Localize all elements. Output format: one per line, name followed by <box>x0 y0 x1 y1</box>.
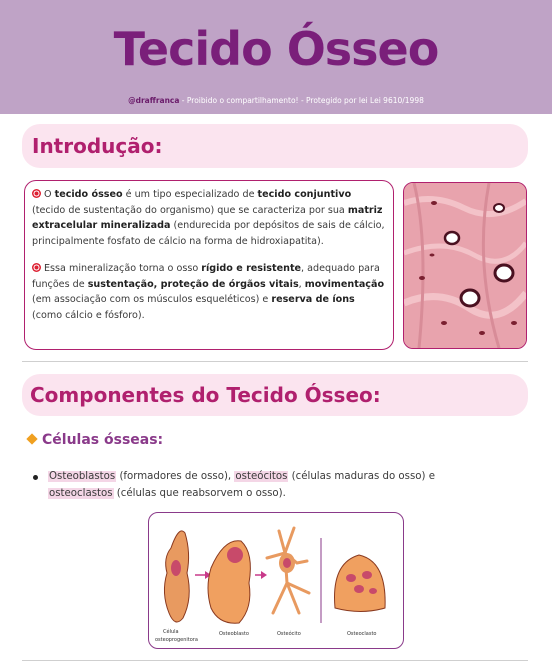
copyright-notice <box>0 96 552 105</box>
page-header <box>0 0 552 114</box>
label-osteoclast: Osteoclasto <box>347 631 377 637</box>
section-divider <box>22 361 528 362</box>
cells-description: Osteoblastos (formadores de osso), osteócitos (células maduras do osso) e osteoclastos (células que reabsorvem o osso). <box>49 471 435 499</box>
intro-heading: Introdução: <box>32 134 163 158</box>
cells-subheading: Células ósseas: <box>28 432 163 448</box>
bone-cells-illustration <box>148 512 404 649</box>
label-osteoprogenitor: Célula <box>163 629 179 635</box>
intro-paragraph-1: O tecido ósseo é um tipo especializado de tecido conjuntivo (tecido de sustentação do organismo) que se caracteriza por sua matriz extracelular mineralizada (endurecida por depósitos de sais de cálcio, principalmente fosfato de cálcio na forma de hidroxiapatita). <box>32 189 385 247</box>
author-handle: @draffranca <box>128 96 180 105</box>
target-icon <box>32 189 41 198</box>
intro-text-box <box>24 180 394 350</box>
label-osteoprogenitor-2: osteoprogenitora <box>155 637 198 643</box>
copyright-text: - Proibido o compartilhamento! - Protegido por lei Lei 9610/1998 <box>179 96 424 105</box>
bone-micrograph-image <box>403 182 527 349</box>
intro-paragraph-2: Essa mineralização torna o osso rígido e resistente, adequado para funções de sustentação, proteção de órgãos vitais, movimentação (em associação com os músculos esqueléticos) e reserva de íons (como cálcio e fósforo). <box>32 263 385 321</box>
bullet-icon <box>33 475 38 480</box>
target-icon <box>32 263 41 272</box>
diamond-bullet-icon <box>26 433 37 444</box>
section-divider-bottom <box>22 660 528 661</box>
page-title: Tecido Ósseo <box>113 22 439 76</box>
label-osteoblast: Osteoblasto <box>219 631 249 637</box>
label-osteocyte: Osteócito <box>277 631 301 637</box>
components-heading: Componentes do Tecido Ósseo: <box>30 383 381 407</box>
